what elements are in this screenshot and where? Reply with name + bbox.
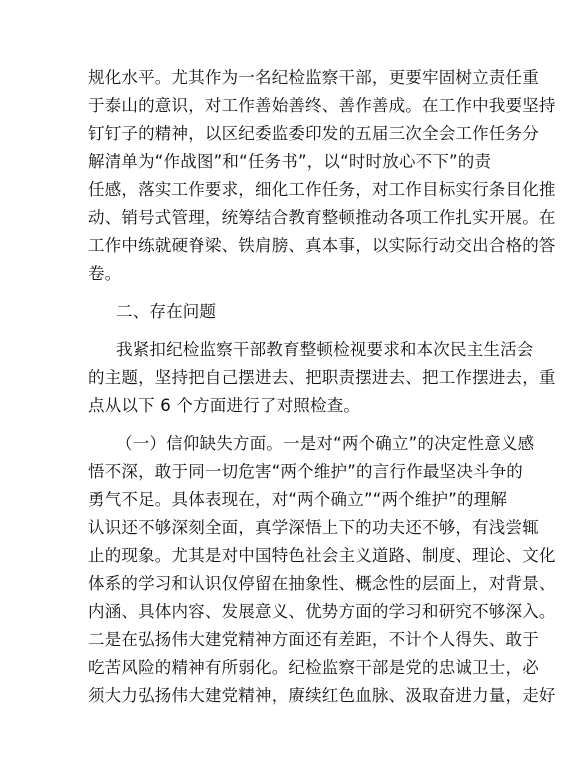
text-line: 点从以下 6 个方面进行了对照检查。 (88, 396, 361, 415)
text-line: 悟不深，敢于同一切危害“两个维护”的言行作最坚决斗争的 (88, 462, 523, 481)
text-line: 吃苦风险的精神有所弱化。纪检监察干部是党的忠诚卫士，必 (88, 658, 539, 677)
text-line: （一）信仰缺失方面。一是对“两个确立”的决定性意义感 (116, 434, 535, 453)
text-line: 卷。 (88, 264, 122, 283)
text-line: 体系的学习和认识仅停留在抽象性、概念性的层面上，对背景、 (88, 574, 556, 593)
document-body (88, 64, 556, 710)
text-line: 止的现象。尤其是对中国特色社会主义道路、制度、理论、文化 (88, 546, 556, 565)
text-line: 认识还不够深刻全面，真学深悟上下的功夫还不够，有浅尝辄 (88, 518, 539, 537)
paragraph-gap (88, 326, 504, 336)
text-line: 我紧扣纪检监察干部教育整顿检视要求和本次民主生活会 (116, 340, 534, 359)
text-line: 须大力弘扬伟大建党精神，赓续红色血脉、汲取奋进力量，走好 (88, 686, 556, 705)
text-line: 钉钉子的精神，以区纪委监委印发的五届三次全会工作任务分 (88, 124, 539, 143)
text-line: 于泰山的意识，对工作善始善终、善作善成。在工作中我要坚持 (88, 96, 556, 115)
section-heading: 二、存在问题 (116, 302, 217, 321)
paragraph-belief-issues (88, 430, 556, 710)
paragraph-continuation (88, 64, 556, 288)
text-line: 解清单为“作战图”和“任务书”，以“时时放心不下”的责 (88, 152, 492, 171)
paragraph-gap (88, 420, 504, 430)
text-line: 动、销号式管理，统筹结合教育整顿推动各项工作扎实开展。在 (88, 208, 556, 227)
text-line: 规化水平。尤其作为一名纪检监察干部，更要牢固树立责任重 (88, 68, 539, 87)
paragraph-gap (88, 288, 504, 298)
text-line: 内涵、具体内容、发展意义、优势方面的学习和研究不够深入。 (88, 602, 556, 621)
text-line: 工作中练就硬脊梁、铁肩膀、真本事，以实际行动交出合格的答 (88, 236, 556, 255)
paragraph-review-scope (88, 336, 556, 420)
text-line: 的主题，坚持把自己摆进去、把职责摆进去、把工作摆进去，重 (88, 368, 556, 387)
text-line: 任感，落实工作要求，细化工作任务，对工作目标实行条目化推 (88, 180, 556, 199)
text-line: 勇气不足。具体表现在，对“两个确立”“两个维护”的理解 (88, 490, 508, 509)
text-line: 二是在弘扬伟大建党精神方面还有差距，不计个人得失、敢于 (88, 630, 539, 649)
